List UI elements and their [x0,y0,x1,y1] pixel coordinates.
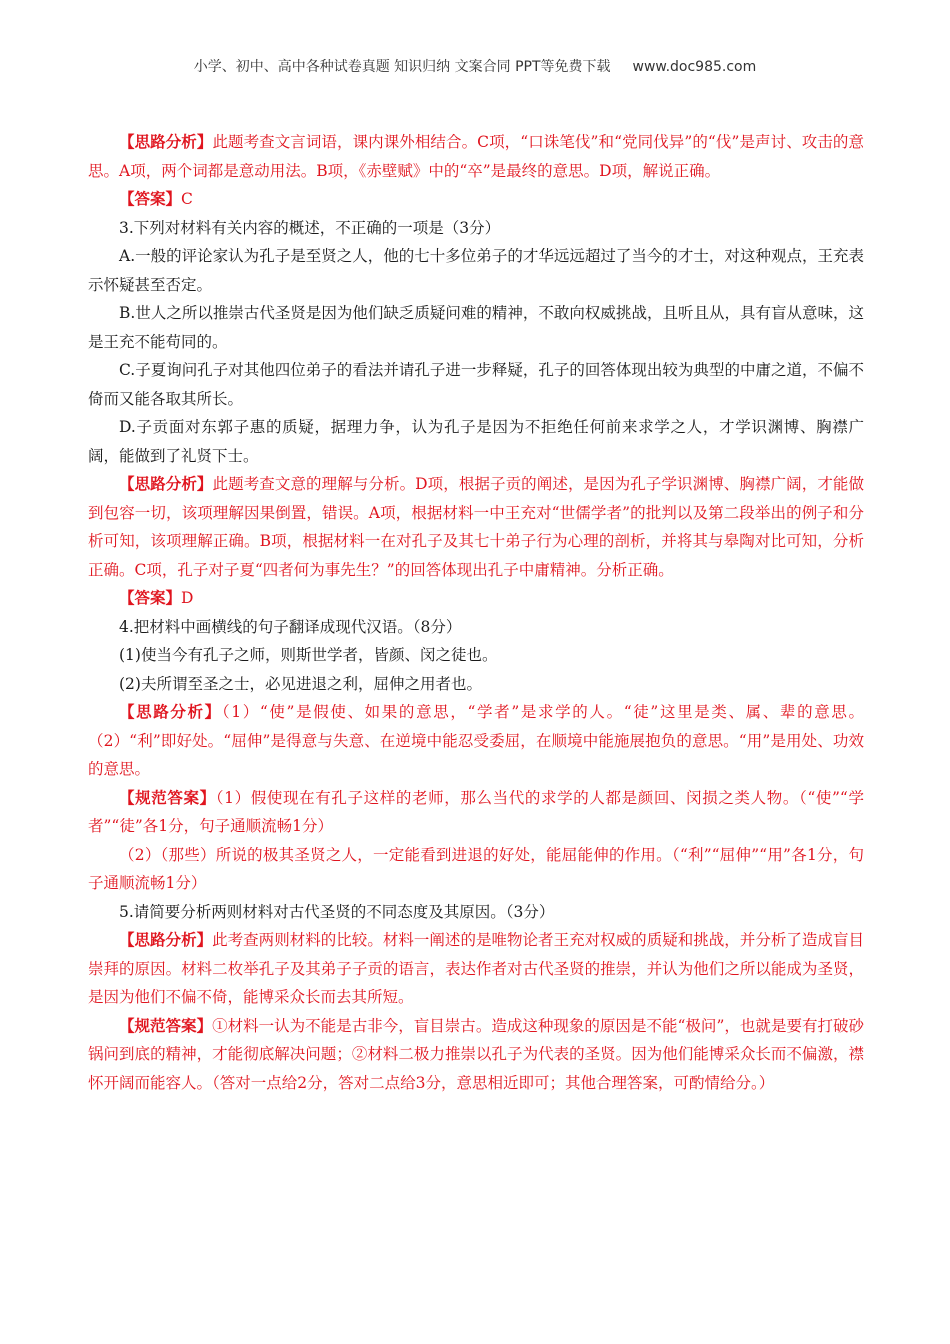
q3-option-a: A.一般的评论家认为孔子是至贤之人，他的七十多位弟子的才华远远超过了当今的才士，对这种观点，王充表示怀疑甚至否定。 [88,247,864,294]
analysis-text: 此考查两则材料的比较。材料一阐述的是唯物论者王充对权威的质疑和挑战，并分析了造成盲目崇拜的原因。材料二枚举孔子及其弟子子贡的语言，表达作者对古代圣贤的推崇，并认为他们之所以能成为圣贤，是因为他们不偏不倚，能博采众长而去其所短。 [88,931,864,1006]
analysis-label: 【思路分析】 [119,930,213,949]
q5-standard-answer [88,1012,864,1098]
document-body [88,128,864,1097]
q3-option-d: D.子贡面对东郭子惠的质疑，据理力争，认为孔子是因为不拒绝任何前来求学之人，才学识渊博、胸襟广阔，能做到了礼贤下士。 [88,418,864,465]
q3-analysis [88,470,864,584]
q3-answer [88,584,864,613]
analysis-label: 【思路分析】 [119,474,213,493]
standard-answer-label: 【规范答案】 [119,787,216,807]
analysis-label: 【思路分析】 [119,132,213,151]
answer-label: 【答案】 [119,588,182,607]
q3-option-b: B.世人之所以推崇古代圣贤是因为他们缺乏质疑问难的精神，不敢向权威挑战，且听且从，具有盲从意味，这是王充不能苟同的。 [88,304,864,351]
standard-answer-label: 【规范答案】 [119,1015,213,1035]
analysis-text: （1）“使”是假使、如果的意思，“学者”是求学的人。“徒”这里是类、属、辈的意思。（2）“利”即好处。“屈伸”是得意与失意、在逆境中能忍受委屈，在顺境中能施展抱负的意思。“用”是用处、功效的意思。 [88,703,864,778]
q4-sentence-2: (2)夫所谓至圣之士，必见进退之利，屈伸之用者也。 [119,674,482,693]
q4-standard-answer-2: （2）（那些）所说的极其圣贤之人，一定能看到进退的好处，能屈能伸的作用。（“利”“屈伸”“用”各1分，句子通顺流畅1分） [88,845,864,892]
q3-option-c: C.子夏询问孔子对其他四位弟子的看法并请孔子进一步释疑，孔子的回答体现出较为典型的中庸之道，不偏不倚而又能各取其所长。 [88,361,864,408]
analysis-label: 【思路分析】 [119,702,222,721]
answer-label: 【答案】 [119,189,182,208]
header-text: 小学、初中、高中各种试卷真题 知识归纳 文案合同 PPT等免费下载 [193,59,611,75]
q2-analysis [88,128,864,185]
standard-answer-text: ①材料一认为不能是古非今，盲目崇古。造成这种现象的原因是不能“极问”，也就是要有打破砂锅问到底的精神，才能彻底解决问题；②材料二极力推崇以孔子为代表的圣贤。因为他们能博采众长而不偏激，襟怀开阔而能容人。（答对一点给2分，答对二点给3分，意思相近即可；其他合理答案，可酌情给分。） [88,1016,864,1092]
q3-stem: 3.下列对材料有关内容的概述，不正确的一项是（3分） [119,218,501,237]
standard-answer-text: （1）假使现在有孔子这样的老师，那么当代的求学的人都是颜回、闵损之类人物。（“使”“学者”“徒”各1分，句子通顺流畅1分） [88,788,864,835]
analysis-text: 此题考查文意的理解与分析。D项，根据子贡的阐述，是因为孔子学识渊博、胸襟广阔，才能做到包容一切，该项理解因果倒置，错误。A项，根据材料一中王充对“世儒学者”的批判以及第二段举出的例子和分析可知，该项理解正确。B项，根据材料一在对孔子及其七十弟子行为心理的剖析，并将其与皋陶对比可知，分析正确。C项，孔子对子夏“四者何为事先生？”的回答体现出孔子中庸精神。分析正确。 [88,475,864,579]
q2-answer [88,185,864,214]
answer-text: C [181,190,193,208]
header-site-link[interactable]: www.doc985.com [632,59,757,75]
q4-analysis [88,698,864,784]
q5-analysis [88,926,864,1012]
answer-text: D [181,589,194,607]
analysis-text: 此题考查文言词语，课内课外相结合。C项，“口诛笔伐”和“党同伐异”的“伐”是声讨、攻击的意思。A项，两个词都是意动用法。B项，《赤壁赋》中的“卒”是最终的意思。D项，解说正确。 [88,133,864,180]
q4-standard-answer-1 [88,784,864,841]
q4-stem: 4.把材料中画横线的句子翻译成现代汉语。（8分） [119,617,462,636]
q4-sentence-1: (1)使当今有孔子之师，则斯世学者，皆颜、闵之徒也。 [119,646,498,664]
page-header [0,56,950,76]
q5-stem: 5.请简要分析两则材料对古代圣贤的不同态度及其原因。（3分） [119,902,555,921]
